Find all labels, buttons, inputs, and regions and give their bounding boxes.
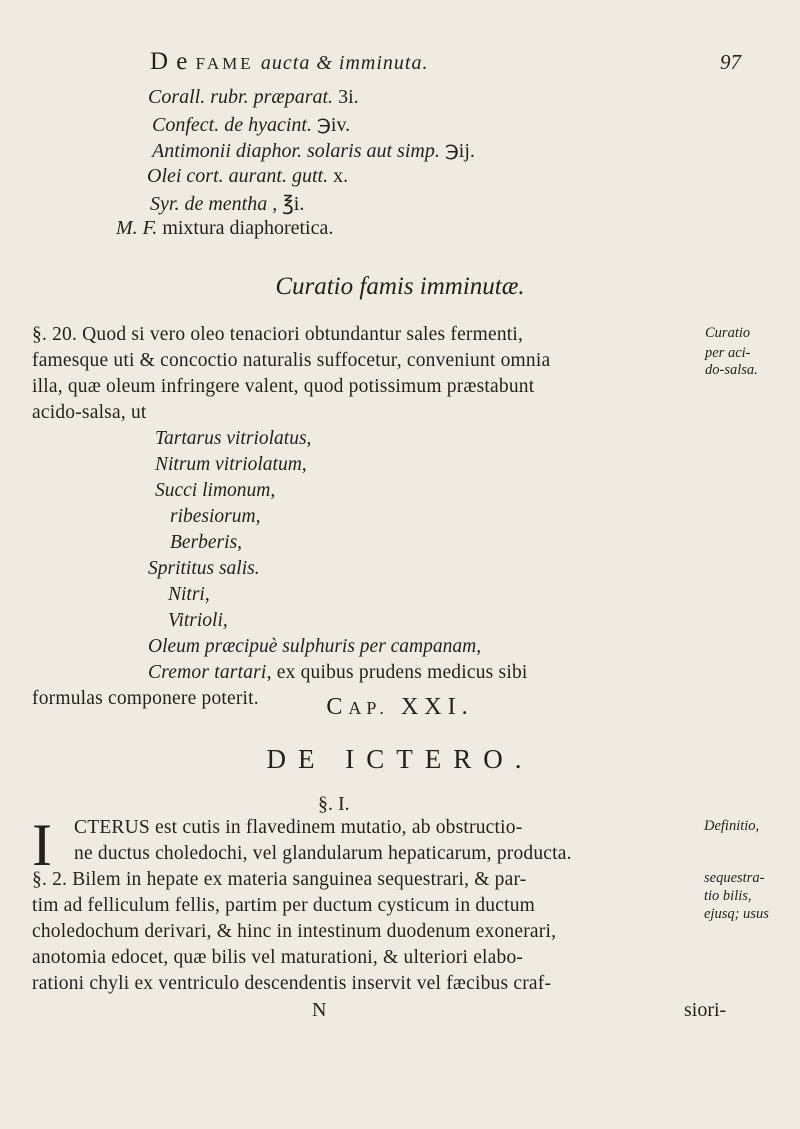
- recipe-line: Corall. rubr. præparat. 3i.: [148, 86, 359, 108]
- body-line: §. 2. Bilem in hepate ex materia sanguinea sequestrari, & par-: [32, 869, 527, 890]
- margin-note: Curatio: [705, 325, 751, 341]
- chapter-number: CAP. XXI.: [326, 694, 474, 720]
- margin-note: tio bilis,: [704, 888, 752, 904]
- margin-note: do-salsa.: [705, 362, 758, 378]
- list-item: Sprititus salis.: [148, 558, 260, 579]
- list-item: Cremor tartari, ex quibus prudens medicus sibi: [148, 662, 528, 683]
- running-head: [150, 48, 428, 76]
- body-line: rationi chyli ex ventriculo descendentis inservit vel fæcibus craf-: [32, 973, 552, 994]
- body-line: §. 20. Quod si vero oleo tenaciori obtundantur sales fermenti,: [32, 324, 524, 345]
- margin-note: ejusq; usus: [704, 906, 769, 922]
- body-line: choledochum derivari, & hinc in intestinum duodenum exonerari,: [32, 921, 557, 942]
- body-line: CTERUS est cutis in flavedinem mutatio, ab obstructio-: [74, 817, 523, 838]
- running-head-fame: FAME: [195, 54, 254, 73]
- page-number: 97: [720, 50, 741, 74]
- list-item: Berberis,: [170, 532, 243, 553]
- body-line: famesque uti & concoctio naturalis suffocetur, conveniunt omnia: [32, 350, 551, 371]
- list-item: Oleum præcipuè sulphuris per campanam,: [148, 636, 482, 657]
- recipe-line: Confect. de hyacint. ℈iv.: [152, 114, 351, 136]
- drop-cap: I: [32, 812, 52, 878]
- margin-note: sequestra-: [704, 870, 765, 886]
- margin-note: Definitio,: [704, 818, 760, 834]
- running-head-subtitle: aucta & imminuta.: [260, 52, 429, 74]
- chapter-title: DE ICTERO.: [266, 744, 534, 774]
- recipe-line: Olei cort. aurant. gutt. x.: [147, 165, 349, 187]
- recipe-line: Syr. de mentha , ℥i.: [150, 193, 305, 215]
- signature-mark: N: [312, 999, 327, 1021]
- list-item: Nitrum vitriolatum,: [155, 454, 307, 475]
- list-item: Succi limonum,: [155, 480, 276, 501]
- body-line: tim ad felliculum fellis, partim per ductum cysticum in ductum: [32, 895, 536, 916]
- recipe-instruction: M. F. mixtura diaphoretica.: [116, 217, 334, 239]
- list-item: Tartarus vitriolatus,: [155, 428, 312, 449]
- recipe-line: Antimonii diaphor. solaris aut simp. ℈ij.: [152, 140, 475, 162]
- body-line: illa, quæ oleum infringere valent, quod potissimum præstabunt: [32, 376, 535, 397]
- list-item: ribesiorum,: [170, 506, 261, 527]
- running-head-de: D e: [150, 48, 189, 75]
- list-item: Nitri,: [168, 584, 210, 605]
- body-line: acido-salsa, ut: [32, 402, 147, 423]
- body-line: ne ductus choledochi, vel glandularum hepaticarum, producta.: [74, 843, 572, 864]
- section-number: §. I.: [318, 793, 350, 815]
- margin-note: per aci-: [705, 345, 751, 361]
- list-item: Vitrioli,: [168, 610, 228, 631]
- body-line: formulas componere poterit.: [32, 688, 259, 709]
- catchword: siori-: [684, 999, 727, 1021]
- section-heading: Curatio famis imminutæ.: [275, 273, 525, 300]
- body-line: anotomia edocet, quæ bilis vel maturationi, & ulteriori elabo-: [32, 947, 524, 968]
